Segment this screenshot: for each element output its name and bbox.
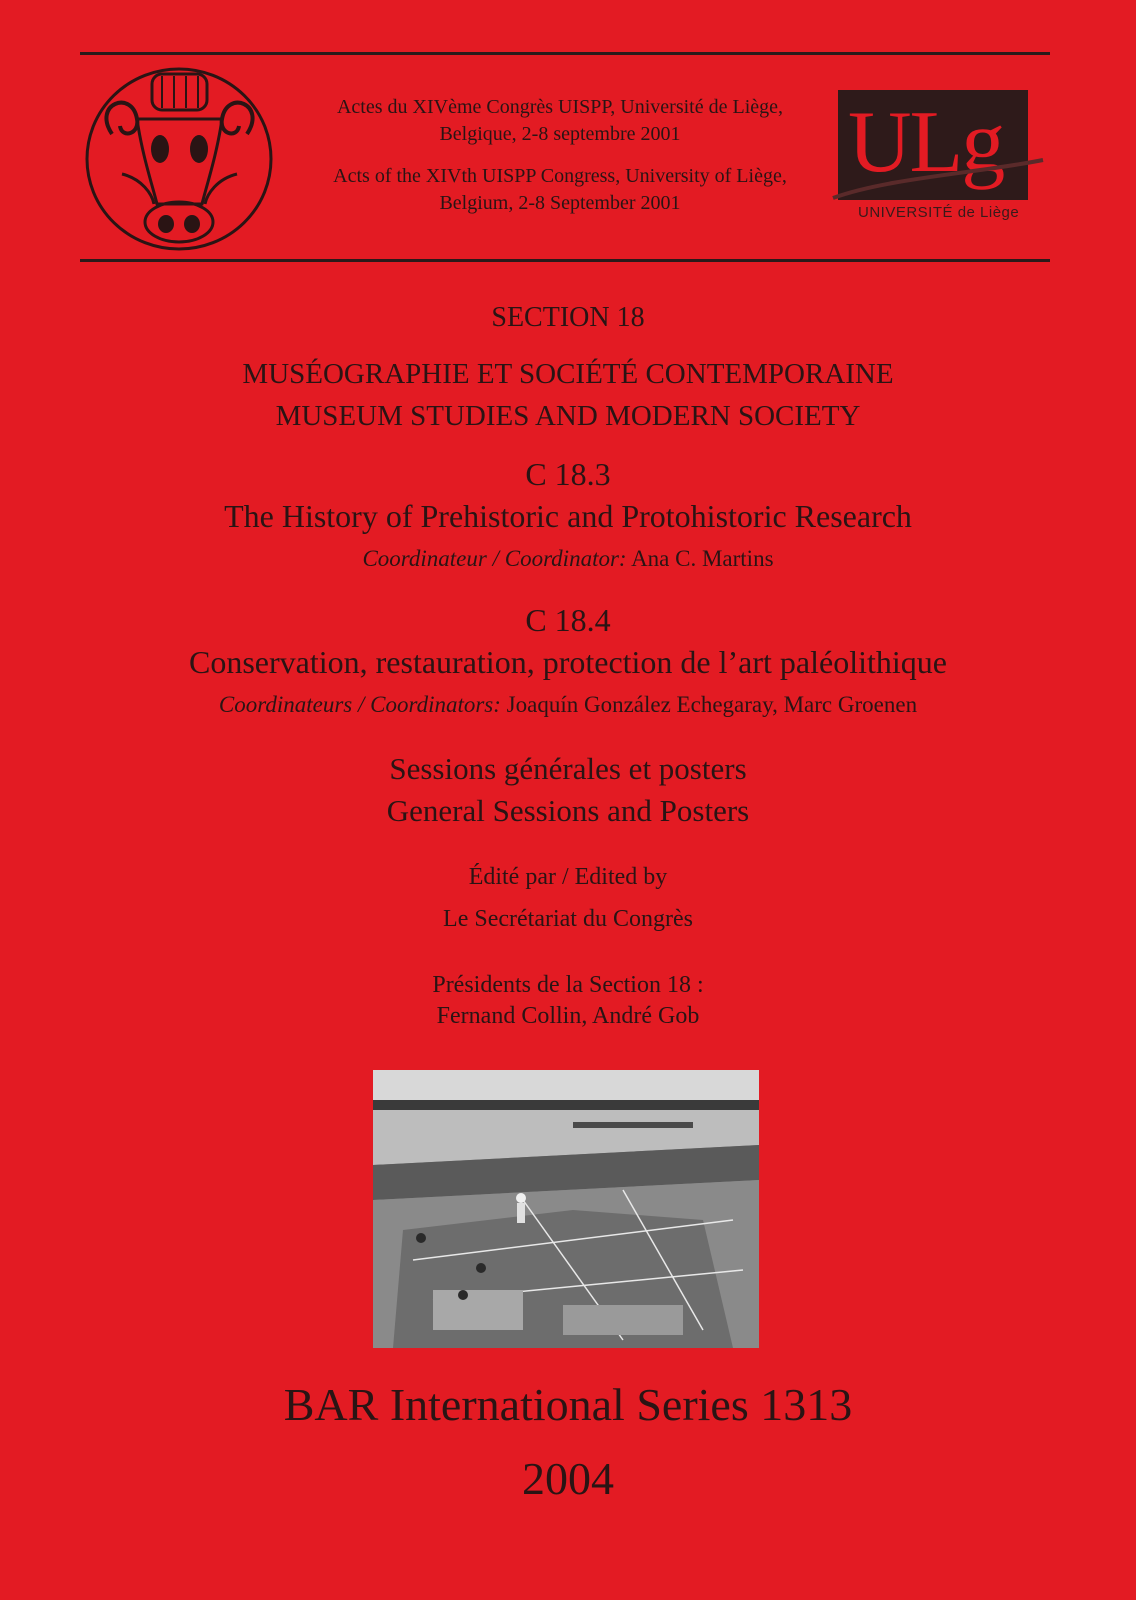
c183-coord-label: Coordinateur / Coordinator:: [362, 546, 627, 571]
c184-coord-label: Coordinateurs / Coordinators:: [218, 692, 501, 717]
section-number: SECTION 18: [491, 302, 645, 333]
c183-title: The History of Prehistoric and Protohistoric Research: [224, 498, 912, 534]
section-title: [0, 353, 1136, 437]
c184-coordinators: [0, 692, 1136, 718]
congress-info: [290, 94, 830, 232]
congress-fr: [290, 94, 830, 148]
ulg-logo: [838, 88, 1050, 224]
c183-coord-name: Ana C. Martins: [631, 546, 774, 571]
c184-title: Conservation, restauration, protection de l’art paléolithique: [189, 644, 947, 680]
excavation-photo: [373, 1070, 759, 1348]
ulg-logo-text: ULg: [848, 94, 1004, 191]
presidents-names: Fernand Collin, André Gob: [436, 1003, 700, 1029]
bottom-rule: [80, 259, 1050, 262]
congress-fr-line2: Belgique, 2-8 septembre 2001: [439, 123, 681, 145]
logo-sub-caps: UNIVERSITÉ: [858, 204, 954, 221]
edited-by-label: Édité par / Edited by: [468, 864, 668, 890]
sessions-en: General Sessions and Posters: [386, 793, 750, 828]
c183-coordinator: [0, 546, 1136, 572]
presidents-label: Présidents de la Section 18 :: [432, 972, 704, 998]
logo-swoosh-icon: [828, 148, 1050, 208]
sessions: [0, 748, 1136, 832]
congress-en: [290, 163, 830, 217]
logo-sub-rest: de Liège: [957, 204, 1020, 221]
top-rule: [80, 52, 1050, 55]
ulg-logo-subtitle: [858, 204, 1019, 221]
series-name: BAR International Series 1313: [283, 1379, 853, 1430]
congress-en-line2: Belgium, 2-8 September 2001: [439, 192, 681, 214]
editor-name: Le Secrétariat du Congrès: [443, 906, 693, 932]
bull-head-emblem-icon: [82, 64, 277, 254]
c184-coord-name: Joaquín González Echegaray, Marc Groenen: [506, 692, 918, 717]
c183-code: C 18.3: [525, 456, 611, 492]
section-title-en: MUSEUM STUDIES AND MODERN SOCIETY: [275, 400, 861, 432]
sessions-fr: Sessions générales et posters: [389, 751, 747, 786]
congress-en-line1: Acts of the XIVth UISPP Congress, University of Liège,: [333, 165, 787, 187]
series-year: 2004: [522, 1453, 614, 1504]
section-title-fr: MUSÉOGRAPHIE ET SOCIÉTÉ CONTEMPORAINE: [242, 358, 894, 390]
presidents: [0, 970, 1136, 1032]
c184-code: C 18.4: [525, 602, 611, 638]
congress-fr-line1: Actes du XIVème Congrès UISPP, Université de Liège,: [336, 96, 784, 118]
